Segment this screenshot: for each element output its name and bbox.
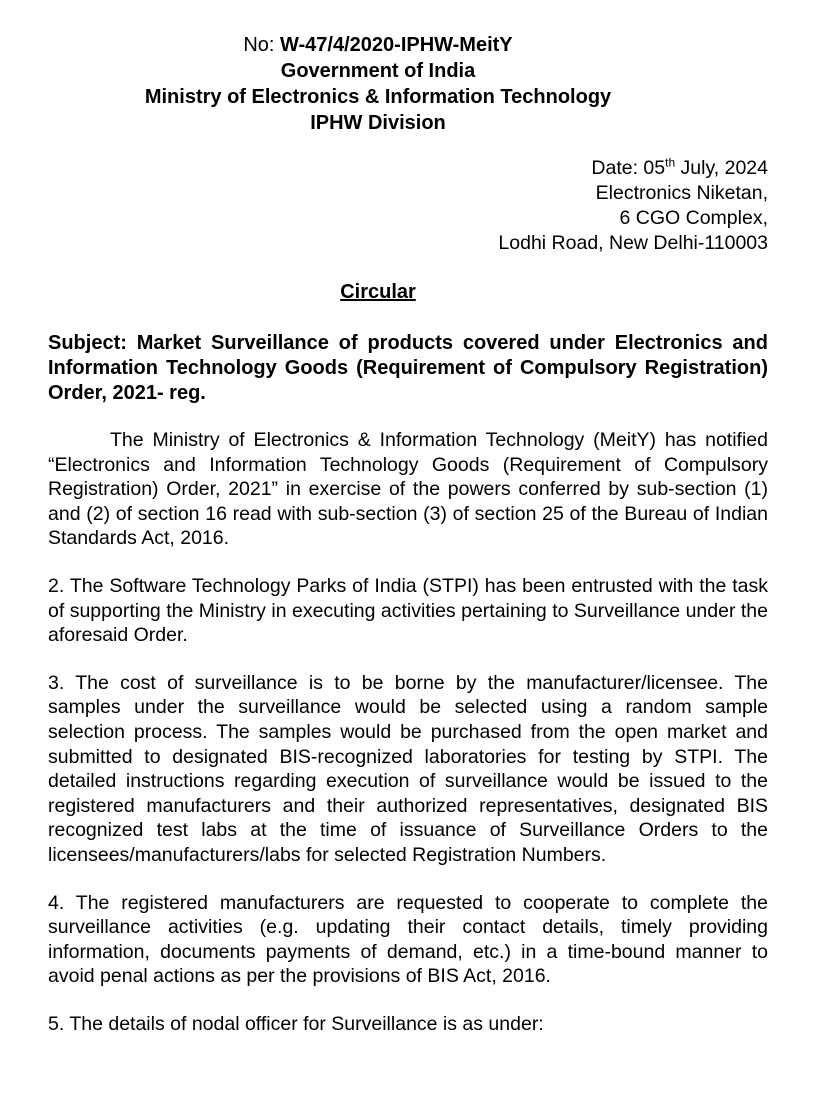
address-line-2: 6 CGO Complex, (619, 207, 768, 229)
reference-number: W-47/4/2020-IPHW-MeitY (280, 34, 513, 56)
date-day: Date: 05 (591, 157, 666, 179)
address-line-3: Lodhi Road, New Delhi-110003 (498, 232, 768, 254)
government-line: Government of India (280, 60, 476, 82)
reference-number-line (48, 32, 708, 58)
document-header (48, 32, 708, 136)
date-ordinal-suffix: th (665, 155, 676, 170)
paragraph-4: 4. The registered manufacturers are requested to cooperate to complete the surveillance activities (e.g. updating their contact details, timely providing information, documents payments of demand, etc.) in a time-bound manner to avoid penal actions as per the provisions of BIS Act, 2016. (48, 891, 768, 988)
paragraph-3: 3. The cost of surveillance is to be borne by the manufacturer/licensee. The samples under the surveillance would be selected using a random sample selection process. The samples would be purchased from the open market and submitted to designated BIS-recognized laboratories for testing by STPI. The detailed instructions regarding execution of surveillance would be issued to the registered manufacturers and their authorized representatives, designated BIS recognized test labs at the time of issuance of Surveillance Orders to the licensees/manufacturers/labs for selected Registration Numbers. (48, 671, 768, 866)
document-title-text: Circular (340, 281, 416, 303)
ministry-line: Ministry of Electronics & Information Technology (144, 86, 612, 108)
date-address-block (48, 156, 768, 256)
paragraph-intro: The Ministry of Electronics & Information Technology (MeitY) has notified “Electronics and Information Technology Goods (Requirement of Compulsory Registration) Order, 2021” in exercise of the powers conferred by sub-section (1) and (2) of section 16 read with sub-section (3) of section 25 of the Bureau of Indian Standards Act, 2016. (48, 429, 768, 550)
paragraph-5: 5. The details of nodal officer for Surveillance is as under: (48, 1012, 544, 1035)
reference-label: No: (243, 34, 281, 56)
date-line (48, 156, 768, 181)
subject-line: Subject: Market Surveillance of products covered under Electronics and Information Technology Goods (Requirement of Compulsory Registration) Order, 2021- reg. (48, 332, 768, 404)
paragraph-2: 2. The Software Technology Parks of India (STPI) has been entrusted with the task of supporting the Ministry in executing activities pertaining to Surveillance under the aforesaid Order. (48, 574, 768, 647)
date-month-year: July, 2024 (675, 157, 768, 179)
document-title (48, 279, 708, 305)
address-line-1: Electronics Niketan, (595, 182, 768, 204)
division-line: IPHW Division (310, 112, 446, 134)
